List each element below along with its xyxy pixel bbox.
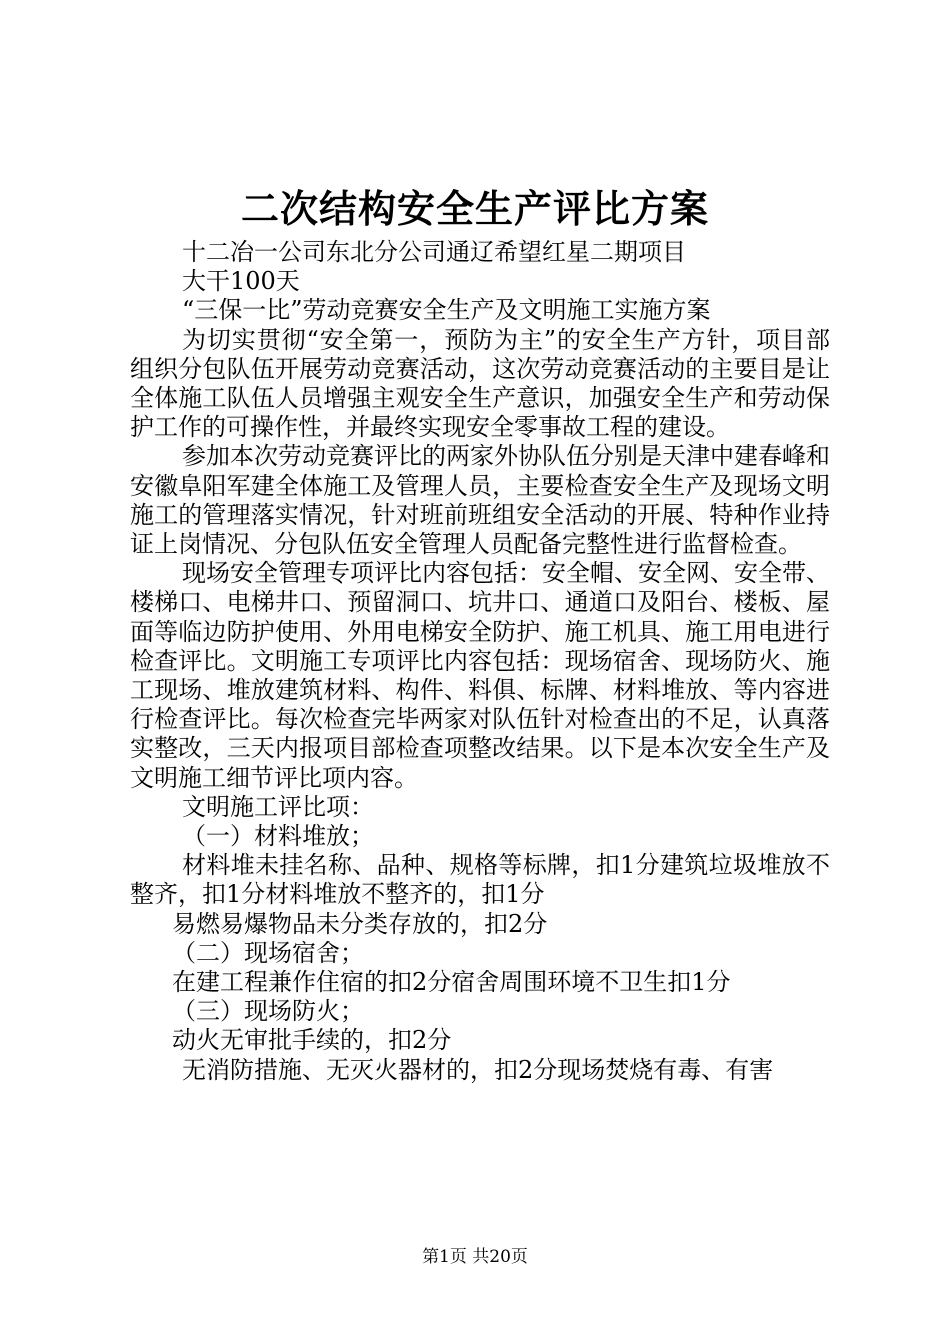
section-heading: 文明施工评比项： <box>182 792 374 821</box>
paragraph-participants: 参加本次劳动竞赛评比的两家外协队伍分别是天津中建春峰和安徽阜阳军建全体施工及管理人员，主要检查安全生产及现场文明施工的管理落实情况，针对班前班组安全活动的开展、特种作业持证上岗情况、分包队伍安全管理人员配备完整性进行监督检查。 <box>130 442 830 559</box>
rule-hot-work: 动火无审批手续的，扣2分 <box>172 1026 452 1055</box>
campaign-line: 大干100天 <box>182 267 300 296</box>
subsection-heading-dormitory: （二）现场宿舍； <box>172 938 364 967</box>
page-number: 第1页 共20页 <box>422 1247 528 1267</box>
subsection-heading-materials: （一）材料堆放； <box>182 822 374 851</box>
rule-flammables: 易燃易爆物品未分类存放的，扣2分 <box>172 909 548 938</box>
document-title: 二次结构安全生产评比方案 <box>240 186 709 231</box>
paragraph-purpose: 为切实贯彻“安全第一，预防为主”的安全生产方针，项目部组织分包队伍开展劳动竞赛活动，这次劳动竞赛活动的主要目是让全体施工队伍人员增强主观安全生产意识，加强安全生产和劳动保护工作的可操作性，并最终实现安全零事故工程的建设。 <box>130 325 830 442</box>
org-line: 十二冶一公司东北分公司通辽希望红星二期项目 <box>182 238 686 266</box>
paragraph-scope: 现场安全管理专项评比内容包括：安全帽、安全网、安全带、楼梯口、电梯井口、预留洞口、坑井口、通道口及阳台、楼板、屋面等临边防护使用、外用电梯安全防护、施工机具、施工用电进行检查评比。文明施工专项评比内容包括：现场宿舍、现场防火、施工现场、堆放建筑材料、构件、料俱、标牌、材料堆放、等内容进行检查评比。每次检查完毕两家对队伍针对检查出的不足，认真落实整改，三天内报项目部检查项整改结果。以下是本次安全生产及文明施工细节评比项内容。 <box>130 559 830 792</box>
document-body <box>130 238 830 1085</box>
subsection-heading-fire: （三）现场防火； <box>172 997 364 1026</box>
plan-title-line: “三保一比”劳动竞赛安全生产及文明施工实施方案 <box>182 296 711 325</box>
rule-dormitory: 在建工程兼作住宿的扣2分宿舍周围环境不卫生扣1分 <box>172 968 731 997</box>
rule-materials-labels: 材料堆未挂名称、品种、规格等标牌，扣1分建筑垃圾堆放不整齐，扣1分材料堆放不整齐的，扣1分 <box>130 851 830 909</box>
rule-fire-equipment: 无消防措施、无灭火器材的，扣2分现场焚烧有毒、有害 <box>182 1055 774 1084</box>
